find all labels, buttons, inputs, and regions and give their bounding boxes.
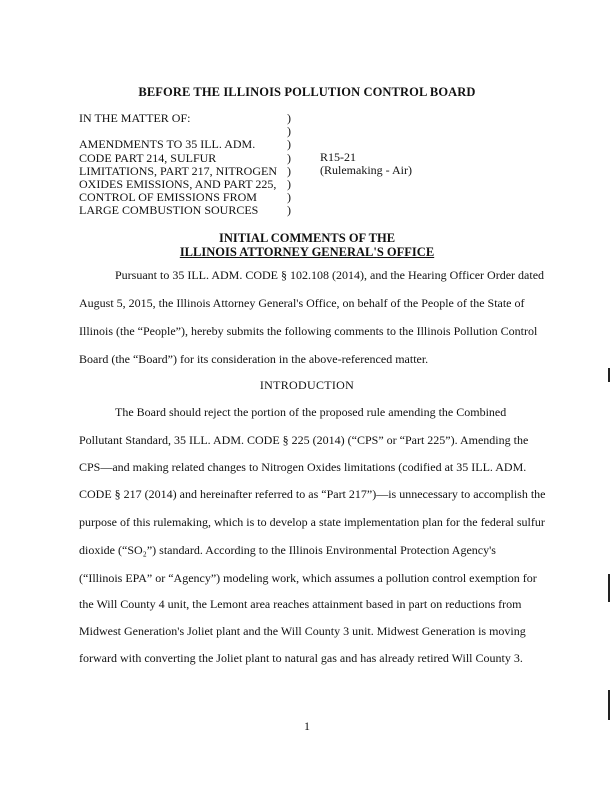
- caption-line: LARGE COMBUSTION SOURCES: [79, 203, 259, 218]
- intro-line: August 5, 2015, the Illinois Attorney General's Office, on behalf of the People of the State of: [79, 296, 525, 310]
- caption-matter: [79, 112, 277, 218]
- caption-paren: ): [287, 177, 291, 192]
- board-heading: BEFORE THE ILLINOIS POLLUTION CONTROL BOARD: [138, 85, 476, 99]
- body-line: The Board should reject the portion of the proposed rule amending the Combined: [115, 405, 507, 419]
- section-heading: INTRODUCTION: [259, 378, 355, 392]
- caption-paren: ): [287, 111, 291, 125]
- document-title-line1: INITIAL COMMENTS OF THE: [218, 231, 396, 245]
- caption-line: AMENDMENTS TO 35 ILL. ADM.: [79, 137, 256, 152]
- caption-line: LIMITATIONS, PART 217, NITROGEN: [79, 163, 277, 178]
- caption-paren: ): [287, 137, 291, 152]
- docket-type: (Rulemaking - Air): [320, 163, 412, 178]
- scan-edge-mark: [608, 690, 610, 720]
- caption-line: CODE PART 214, SULFUR: [79, 150, 217, 165]
- body-line: the Will County 4 unit, the Lemont area reaches attainment based in part on reductions from: [79, 597, 522, 611]
- body-line: purpose of this rulemaking, which is to develop a state implementation plan for the federal sulfur: [79, 515, 545, 529]
- intro-line: Illinois (the “People”), hereby submits the following comments to the Illinois Pollution Control: [79, 324, 538, 338]
- body-line: (“Illinois EPA” or “Agency”) modeling work, which assumes a pollution control exemption for: [79, 571, 537, 585]
- caption-docket: [320, 151, 412, 177]
- body-line: forward with converting the Joliet plant to natural gas and has already retired Will County 3.: [79, 651, 523, 665]
- page-number: 1: [304, 719, 310, 733]
- scan-edge-mark: [608, 574, 610, 602]
- body-line: dioxide (“SO₂”) standard. According to the Illinois Environmental Protection Agency's: [79, 543, 496, 557]
- body-line: Midwest Generation's Joliet plant and the Will County 3 unit. Midwest Generation is moving: [79, 624, 526, 638]
- body-line: CPS—and making related changes to Nitrogen Oxides limitations (codified at 35 ILL. ADM.: [79, 460, 527, 474]
- body-line: CODE § 217 (2014) and hereinafter referred to as “Part 217”)—is unnecessary to accomplish the: [79, 487, 546, 501]
- document-title-line2: ILLINOIS ATTORNEY GENERAL'S OFFICE: [179, 245, 435, 259]
- intro-line: Board (the “Board”) for its consideration in the above-referenced matter.: [79, 352, 429, 366]
- body-line: Pollutant Standard, 35 ILL. ADM. CODE § 225 (2014) (“CPS” or “Part 225”). Amending the: [79, 433, 529, 447]
- intro-line: Pursuant to 35 ILL. ADM. CODE § 102.108 (2014), and the Hearing Officer Order dated: [115, 268, 545, 282]
- caption-paren: ): [287, 124, 291, 139]
- docket-number: R15-21: [320, 150, 356, 164]
- caption-paren: ): [287, 190, 291, 205]
- caption-paren: ): [287, 150, 291, 165]
- scan-edge-mark: [608, 368, 610, 382]
- caption-line: IN THE MATTER OF:: [79, 111, 191, 125]
- caption-paren: ): [287, 163, 291, 178]
- caption-paren: ): [287, 203, 291, 218]
- caption-line: CONTROL OF EMISSIONS FROM: [79, 190, 257, 205]
- document-title: [0, 231, 614, 259]
- caption-parentheses: [287, 112, 291, 218]
- caption-line: OXIDES EMISSIONS, AND PART 225,: [79, 177, 277, 191]
